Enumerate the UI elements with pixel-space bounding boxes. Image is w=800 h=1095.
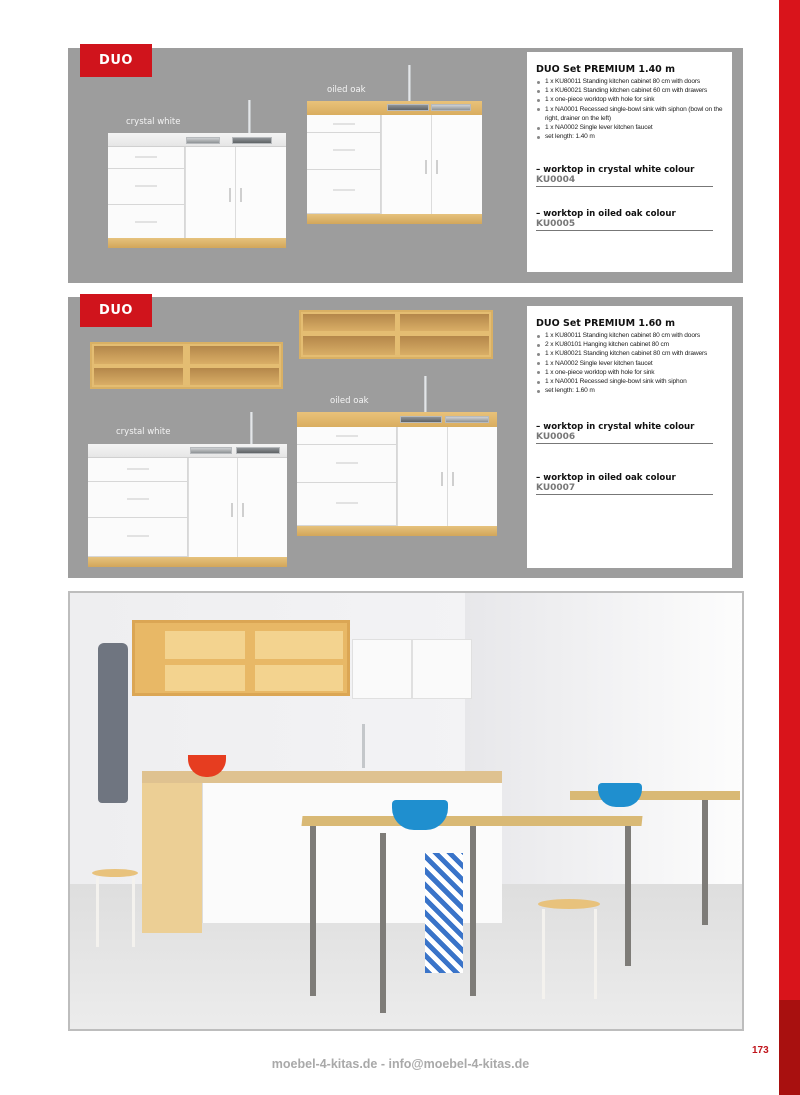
article-code: KU0004 — [536, 175, 576, 186]
product-info-box-1-60 — [527, 306, 732, 568]
page-edge-dark-stripe — [779, 1000, 800, 1095]
plinth-oak — [108, 238, 286, 248]
page-number: 173 — [752, 1045, 769, 1056]
side-panel-oak — [142, 783, 202, 933]
article-code: KU0006 — [536, 432, 576, 443]
component-list — [536, 77, 723, 141]
wall-cabinet-door — [352, 639, 412, 699]
component-item: 1 x KU60021 Standing kitchen cabinet 60 cm with drawers — [536, 86, 723, 95]
sink-bowl — [232, 137, 272, 144]
variant-crystal-white — [536, 422, 713, 444]
component-item: 1 x one-piece worktop with hole for sink — [536, 368, 723, 377]
variant-oiled-oak — [536, 209, 713, 231]
variant-label: – worktop in crystal white colour — [536, 422, 695, 433]
wall-shelf-open — [299, 310, 493, 359]
plinth-oak — [88, 557, 287, 567]
drawer — [307, 170, 381, 214]
series-badge: DUO — [80, 44, 152, 77]
series-badge: DUO — [80, 294, 152, 327]
cabinet-body — [108, 147, 286, 238]
component-item: 1 x one-piece worktop with hole for sink — [536, 95, 723, 104]
component-item: 1 x NA0002 Single lever kitchen faucet — [536, 359, 723, 368]
door-left — [381, 115, 431, 214]
article-code: KU0005 — [536, 219, 576, 230]
stool-leg — [132, 877, 135, 947]
drawer — [88, 458, 188, 482]
variant-oiled-oak — [536, 473, 713, 495]
cabinet-crystal-white-1-60 — [88, 444, 287, 567]
faucet-icon — [248, 100, 251, 135]
stool-leg — [96, 877, 99, 947]
article-code: KU0007 — [536, 483, 576, 494]
door-right — [237, 458, 287, 557]
component-item: set length: 1.40 m — [536, 132, 723, 141]
variant-label: – worktop in oiled oak colour — [536, 209, 676, 220]
cabinet-oiled-oak-1-60 — [297, 412, 497, 536]
table-top-back — [570, 791, 740, 800]
faucet-icon — [424, 376, 427, 414]
table-leg — [380, 833, 386, 1013]
plinth-oak — [307, 214, 482, 224]
swatch-label-oiled-oak: oiled oak — [327, 85, 366, 95]
cabinet-body — [297, 427, 497, 526]
sink-drainer — [190, 447, 232, 454]
sink-drainer — [431, 104, 471, 111]
product-title: DUO Set PREMIUM 1.60 m — [536, 318, 675, 329]
drawer — [307, 115, 381, 133]
footer-contact: moebel-4-kitas.de - info@moebel-4-kitas.de — [271, 1057, 530, 1071]
drawer — [88, 482, 188, 518]
component-list — [536, 331, 723, 395]
stool-seat — [92, 869, 138, 877]
component-item: 1 x KU80011 Standing kitchen cabinet 80 cm with doors — [536, 331, 723, 340]
swatch-label-crystal-white: crystal white — [126, 117, 181, 127]
sink-bowl — [236, 447, 280, 454]
wall-shelf-open — [90, 342, 283, 389]
faucet — [362, 724, 365, 768]
product-info-box-1-40 — [527, 52, 732, 272]
component-item: set length: 1.60 m — [536, 386, 723, 395]
cabinet-oiled-oak-1-40 — [307, 101, 482, 224]
variant-crystal-white — [536, 165, 713, 187]
door-left — [397, 427, 447, 526]
component-item: 1 x KU80021 Standing kitchen cabinet 80 cm with drawers — [536, 349, 723, 358]
drawer — [297, 427, 397, 445]
sink-bowl — [400, 416, 442, 423]
kitchen-scene-photo — [68, 591, 744, 1031]
component-item: 1 x NA0001 Recessed single-bowl sink with siphon (bowl on the right, drainer on the left) — [536, 105, 723, 123]
wall-cabinet-door — [412, 639, 472, 699]
swatch-label-oiled-oak: oiled oak — [330, 396, 369, 406]
stool-seat — [538, 899, 600, 909]
drawer — [307, 133, 381, 170]
stool-leg — [542, 909, 545, 999]
drawer — [297, 483, 397, 526]
sink-drainer — [186, 137, 220, 144]
component-item: 2 x KU80101 Hanging kitchen cabinet 80 cm — [536, 340, 723, 349]
cabinet-body — [307, 115, 482, 214]
table-top — [301, 816, 642, 826]
plinth-oak — [297, 526, 497, 536]
door-right — [447, 427, 497, 526]
drawer — [108, 147, 185, 169]
drawer — [88, 518, 188, 557]
door-left — [188, 458, 237, 557]
checkered-towel — [425, 853, 463, 973]
wall-shelf-with-bowls — [132, 620, 350, 696]
apron — [98, 643, 128, 803]
table-leg — [625, 826, 631, 966]
door-right — [235, 147, 286, 238]
table-leg — [702, 800, 708, 925]
component-item: 1 x NA0002 Single lever kitchen faucet — [536, 123, 723, 132]
door-right — [431, 115, 482, 214]
stool-leg — [594, 909, 597, 999]
sink-drainer — [445, 416, 489, 423]
faucet-icon — [408, 65, 411, 103]
component-item: 1 x KU80011 Standing kitchen cabinet 80 cm with doors — [536, 77, 723, 86]
table-leg — [470, 826, 476, 996]
faucet-icon — [250, 412, 253, 446]
cabinet-crystal-white-1-40 — [108, 133, 286, 248]
swatch-label-crystal-white: crystal white — [116, 427, 171, 437]
variant-label: – worktop in crystal white colour — [536, 165, 695, 176]
door-left — [185, 147, 235, 238]
page-edge-red-stripe — [779, 0, 800, 1095]
component-item: 1 x NA0001 Recessed single-bowl sink with siphon — [536, 377, 723, 386]
drawer — [108, 169, 185, 205]
sink-bowl — [387, 104, 429, 111]
drawer — [297, 445, 397, 483]
variant-label: – worktop in oiled oak colour — [536, 473, 676, 484]
table-leg — [310, 826, 316, 996]
product-title: DUO Set PREMIUM 1.40 m — [536, 64, 675, 75]
cabinet-body — [88, 458, 287, 557]
drawer — [108, 205, 185, 241]
